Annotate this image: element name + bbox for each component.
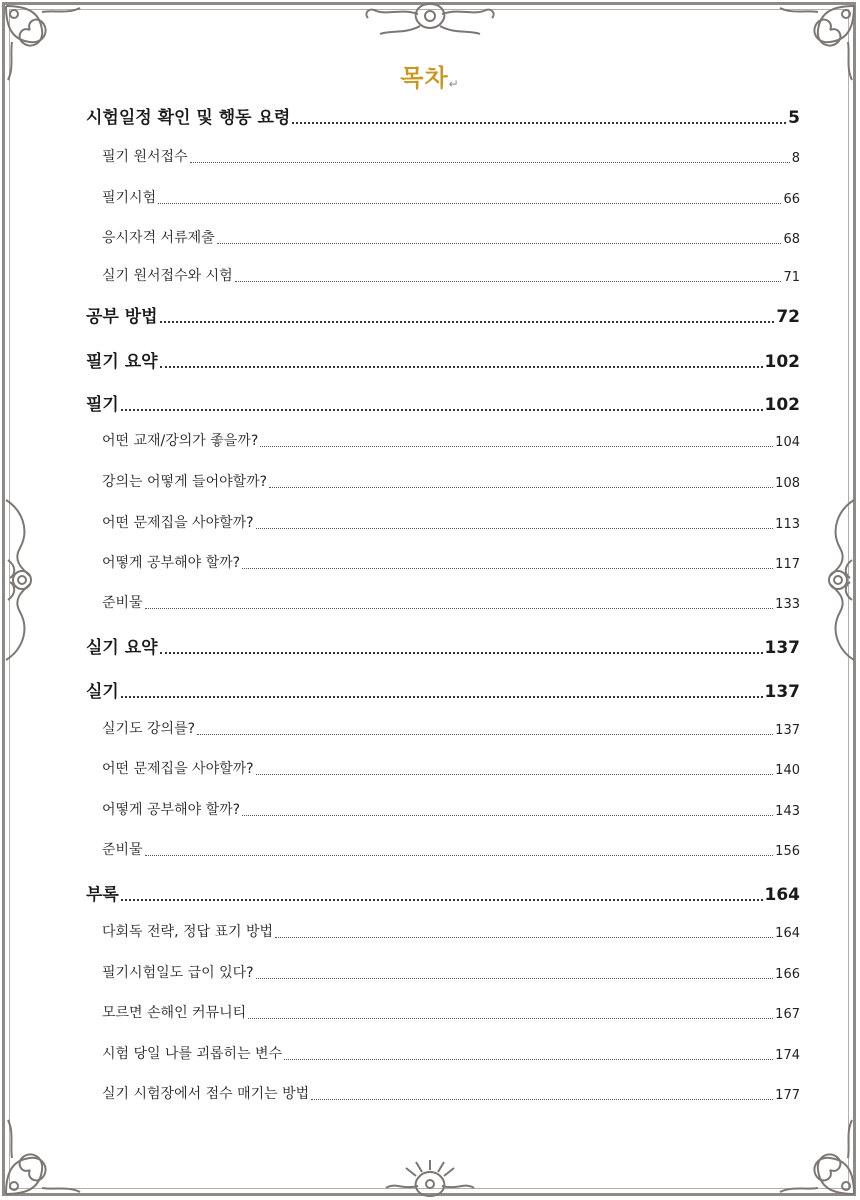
left-side-ornament-icon: [0, 490, 44, 670]
toc-entry-section[interactable]: [86, 187, 800, 207]
dot-leader: [145, 855, 774, 856]
toc-entry-section[interactable]: [86, 1043, 800, 1063]
toc-entry-section[interactable]: [86, 1002, 800, 1022]
dot-leader: [242, 568, 773, 569]
paragraph-mark: ↵: [448, 77, 460, 91]
toc-entry-label: 공부 방법: [86, 307, 158, 327]
dot-leader: [248, 1018, 773, 1019]
corner-ornament-icon: [0, 1110, 90, 1200]
toc-entry-page-number: 137: [764, 638, 800, 658]
toc-entry-section[interactable]: [86, 758, 800, 778]
bottom-center-ornament-icon: [380, 1156, 480, 1200]
toc-entry-page-number: 164: [775, 926, 800, 941]
toc-entry-label: 실기 원서접수와 시험: [102, 268, 233, 284]
toc-entry-page-number: 133: [775, 597, 800, 612]
toc-entry-page-number: 117: [775, 557, 800, 572]
dot-leader: [235, 281, 782, 282]
toc-entry-page-number: 156: [775, 844, 800, 859]
toc-entry-page-number: 104: [775, 435, 800, 450]
toc-title-text: 목차: [400, 64, 449, 92]
dot-leader: [160, 321, 775, 323]
toc-entry-section[interactable]: [86, 512, 800, 532]
dot-leader: [269, 487, 773, 488]
dot-leader: [242, 815, 773, 816]
toc-entry-label: 실기도 강의를?: [102, 721, 196, 737]
dot-leader: [160, 366, 763, 368]
dot-leader: [121, 899, 763, 901]
toc-entry-label: 어떤 문제집을 사야할까?: [102, 515, 254, 531]
toc-entry-page-number: 5: [788, 108, 800, 128]
dot-leader: [292, 122, 786, 124]
toc-entry-chapter[interactable]: [86, 103, 800, 128]
toc-entry-label: 필기 원서접수: [102, 149, 188, 165]
toc-entry-label: 응시자격 서류제출: [102, 230, 215, 246]
toc-entry-section[interactable]: [86, 839, 800, 859]
toc-entry-page-number: 177: [775, 1088, 800, 1103]
toc-entry-page-number: 108: [775, 476, 800, 491]
dot-leader: [256, 528, 774, 529]
dot-leader: [284, 1059, 773, 1060]
toc-entry-label: 실기: [86, 682, 119, 702]
toc-entry-page-number: 102: [764, 352, 800, 372]
toc-entry-section[interactable]: [86, 146, 800, 166]
toc-entry-label: 모르면 손해인 커뮤니티: [102, 1005, 247, 1021]
toc-entry-label: 필기 요약: [86, 352, 158, 372]
toc-entry-page-number: 66: [783, 192, 800, 207]
toc-entry-page-number: 71: [783, 270, 800, 285]
toc-entry-page-number: 166: [775, 967, 800, 982]
toc-entry-label: 다회독 전략, 정답 표기 방법: [102, 924, 274, 940]
toc-entry-chapter[interactable]: [86, 390, 800, 415]
toc-entry-label: 필기시험일도 급이 있다?: [102, 965, 254, 981]
toc-entry-label: 어떤 문제집을 사야할까?: [102, 761, 254, 777]
toc-entry-page-number: 164: [764, 885, 800, 905]
toc-entry-page-number: 174: [775, 1048, 800, 1063]
toc-entry-chapter[interactable]: [86, 880, 800, 905]
toc-entry-section[interactable]: [86, 471, 800, 491]
toc-entry-section[interactable]: [86, 1083, 800, 1103]
dot-leader: [145, 608, 774, 609]
dot-leader: [158, 203, 781, 204]
toc-entry-page-number: 113: [775, 517, 800, 532]
toc-entry-label: 준비물: [102, 842, 143, 858]
dot-leader: [197, 734, 773, 735]
toc-entry-page-number: 137: [775, 723, 800, 738]
dot-leader: [256, 978, 774, 979]
toc-entry-label: 강의는 어떻게 들어야할까?: [102, 474, 268, 490]
dot-leader: [217, 243, 782, 244]
toc-entry-chapter[interactable]: [86, 633, 800, 658]
toc-entry-label: 필기시험: [102, 190, 157, 206]
dot-leader: [121, 409, 763, 411]
toc-entry-page-number: 137: [764, 682, 800, 702]
toc-entry-section[interactable]: [86, 592, 800, 612]
toc-entry-label: 실기 요약: [86, 638, 158, 658]
dot-leader: [121, 696, 763, 698]
dot-leader: [256, 774, 774, 775]
toc-entry-section[interactable]: [86, 799, 800, 819]
dot-leader: [160, 652, 763, 654]
toc-entry-page-number: 102: [764, 395, 800, 415]
toc-entry-label: 어떻게 공부해야 할까?: [102, 802, 241, 818]
toc-entry-page-number: 72: [776, 307, 800, 327]
toc-entry-section[interactable]: [86, 265, 800, 285]
dot-leader: [190, 162, 790, 163]
toc-entry-section[interactable]: [86, 430, 800, 450]
toc-entry-page-number: 167: [775, 1007, 800, 1022]
toc-entry-label: 부록: [86, 885, 119, 905]
toc-entry-chapter[interactable]: [86, 302, 800, 327]
toc-entry-page-number: 140: [775, 763, 800, 778]
toc-entry-label: 시험일정 확인 및 행동 요령: [86, 108, 291, 128]
toc-entry-section[interactable]: [86, 962, 800, 982]
dot-leader: [275, 937, 773, 938]
corner-ornament-icon: [770, 1110, 860, 1200]
toc-entry-label: 준비물: [102, 595, 143, 611]
toc-entry-section[interactable]: [86, 718, 800, 738]
toc-entry-label: 어떻게 공부해야 할까?: [102, 555, 241, 571]
toc-entry-chapter[interactable]: [86, 677, 800, 702]
dot-leader: [260, 446, 773, 447]
toc-entry-label: 실기 시험장에서 점수 매기는 방법: [102, 1086, 310, 1102]
toc-entry-label: 시험 당일 나를 괴롭히는 변수: [102, 1046, 283, 1062]
toc-entry-label: 필기: [86, 395, 119, 415]
toc-entry-section[interactable]: [86, 921, 800, 941]
toc-entry-page-number: 143: [775, 804, 800, 819]
toc-entry-page-number: 68: [783, 232, 800, 247]
right-side-ornament-icon: [816, 490, 860, 670]
toc-title: [0, 58, 860, 93]
top-center-ornament-icon: [360, 0, 500, 42]
toc-entry-section[interactable]: [86, 552, 800, 572]
toc-entry-page-number: 8: [791, 151, 800, 166]
toc-entry-section[interactable]: [86, 227, 800, 247]
toc-entry-label: 어떤 교재/강의가 좋을까?: [102, 433, 259, 449]
toc-entry-chapter[interactable]: [86, 347, 800, 372]
dot-leader: [311, 1099, 773, 1100]
